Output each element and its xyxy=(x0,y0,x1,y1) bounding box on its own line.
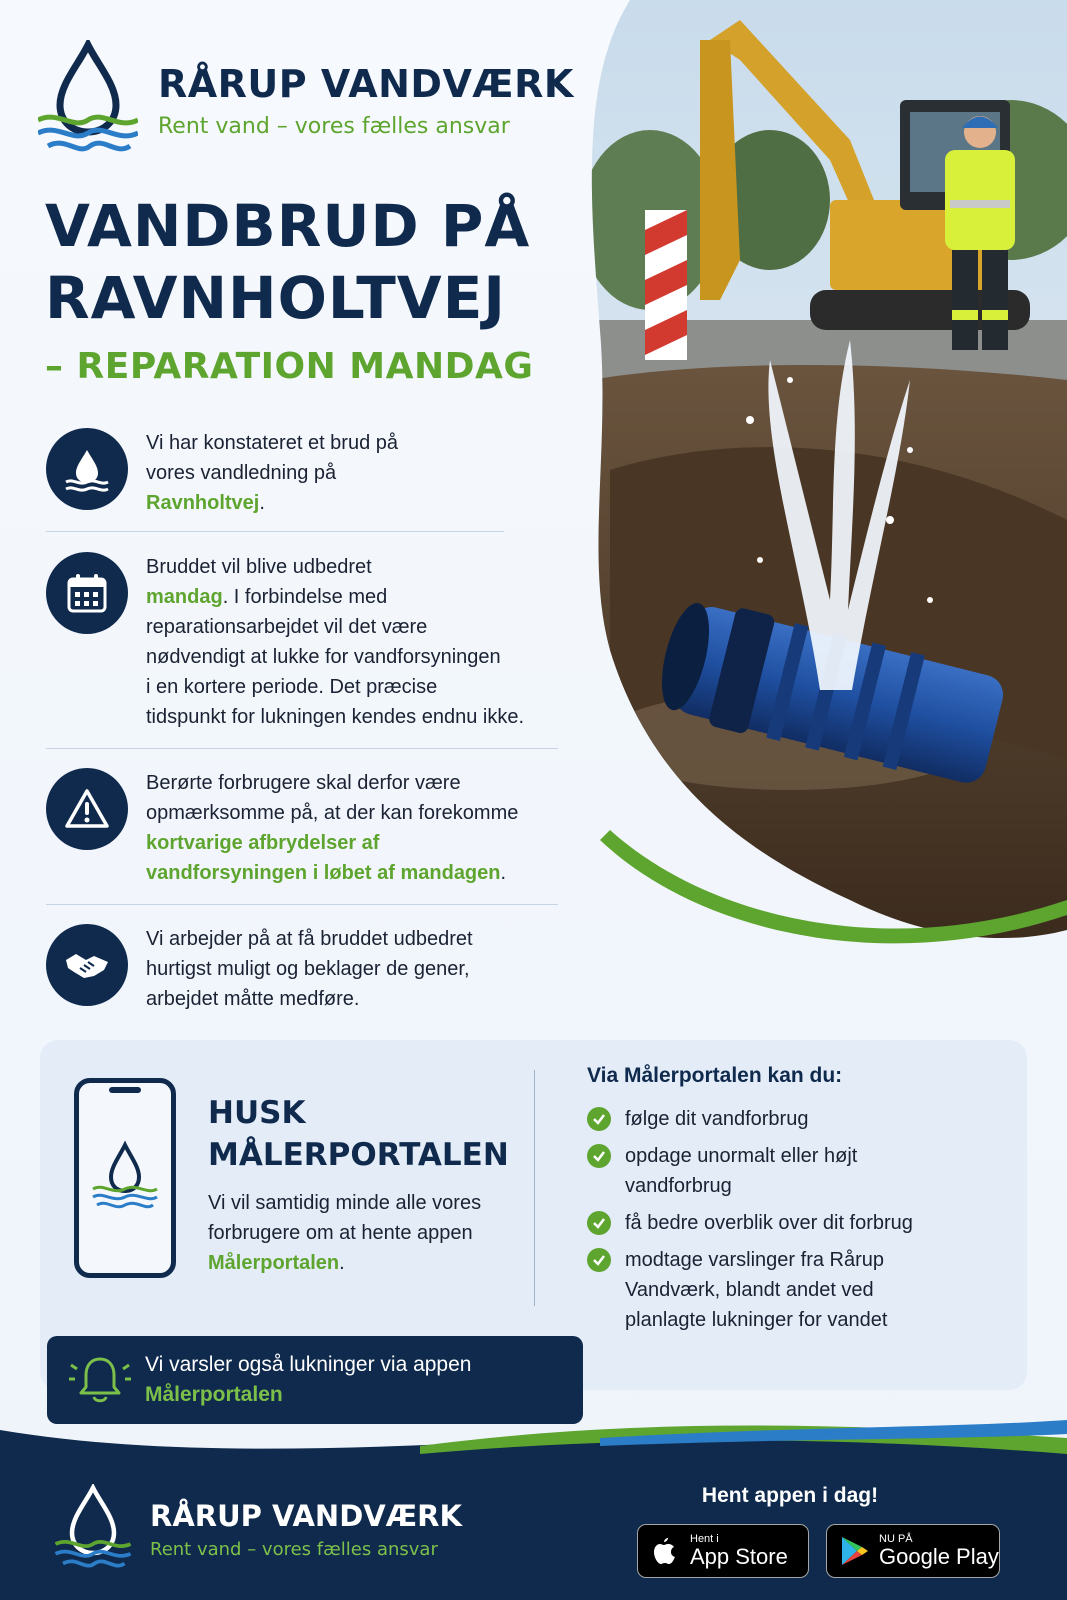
list-item xyxy=(587,1208,1007,1238)
feature-text: modtage varslinger fra Rårup xyxy=(625,1249,885,1271)
water-drop-logo-icon xyxy=(79,1083,171,1273)
alert-text: Vi varsler også lukninger via appen xyxy=(145,1353,472,1376)
portal-body xyxy=(208,1188,508,1278)
bell-icon xyxy=(69,1349,131,1411)
headline-line-1: VANDBRUD PÅ xyxy=(45,192,531,260)
footer-brand xyxy=(54,1484,462,1574)
divider xyxy=(46,531,504,532)
info-text-line: hurtigst muligt og beklager de gener, xyxy=(146,958,470,980)
headline xyxy=(45,190,585,387)
checkmark-icon xyxy=(587,1107,611,1131)
info-text-line: Bruddet vil blive udbedret xyxy=(146,556,372,578)
divider xyxy=(46,904,558,905)
portal-title xyxy=(208,1092,509,1176)
footer-brand-name: RÅRUP VANDVÆRK xyxy=(150,1498,462,1533)
brand-name: RÅRUP VANDVÆRK xyxy=(158,61,574,106)
info-text-line: nødvendigt at lukke for vandforsyningen xyxy=(146,646,501,668)
info-text-line: reparationsarbejdet vil det være xyxy=(146,616,428,638)
google-play-button[interactable] xyxy=(826,1524,1000,1578)
handshake-icon xyxy=(46,924,128,1006)
portal-app-name: Målerportalen xyxy=(208,1252,340,1274)
checkmark-icon xyxy=(587,1248,611,1272)
feature-text: følge dit vandforbrug xyxy=(625,1108,809,1130)
list-item xyxy=(587,1104,1007,1134)
headline-line-2: RAVNHOLTVEJ xyxy=(45,264,506,332)
portal-body-line: forbrugere om at hente appen xyxy=(208,1222,473,1244)
info-highlight-mandag: mandag xyxy=(146,586,223,608)
info-item-warning xyxy=(46,768,556,888)
app-store-label: App Store xyxy=(690,1544,788,1569)
feature-text: Vandværk, blandt andet ved xyxy=(625,1279,874,1301)
water-drop-icon xyxy=(46,428,128,510)
phone-icon xyxy=(74,1078,176,1278)
headline-subline: – REPARATION MANDAG xyxy=(45,346,534,387)
portal-body-line: Vi vil samtidig minde alle vores xyxy=(208,1192,482,1214)
water-drop-logo-icon xyxy=(38,40,138,160)
brand-tagline: Rent vand – vores fælles ansvar xyxy=(158,113,510,139)
calendar-icon xyxy=(46,552,128,634)
alert-banner xyxy=(47,1336,583,1424)
info-highlight-line: vandforsyningen i løbet af mandagen xyxy=(146,862,501,884)
info-text-line: tidspunkt for lukningen kendes endnu ikke. xyxy=(146,706,525,728)
alert-app-name: Målerportalen xyxy=(145,1383,283,1406)
app-store-small-label: Hent i xyxy=(690,1533,719,1545)
info-suffix: . xyxy=(500,862,507,884)
info-text-line: Berørte forbrugere skal derfor være xyxy=(146,772,461,794)
info-text-line: Vi har konstateret et brud på xyxy=(146,432,399,454)
water-drop-logo-icon xyxy=(54,1484,132,1574)
feature-list xyxy=(587,1104,1007,1342)
download-cta: Hent appen i dag! xyxy=(701,1484,879,1507)
info-text-line: Vi arbejder på at få bruddet udbedret xyxy=(146,928,473,950)
warning-icon xyxy=(46,768,128,850)
info-text-line: vores vandledning på xyxy=(146,462,337,484)
divider xyxy=(46,748,558,749)
info-highlight-ravnholtvej: Ravnholtvej xyxy=(146,492,260,514)
footer-brand-tagline: Rent vand – vores fælles ansvar xyxy=(150,1538,438,1560)
info-text-line: arbejdet måtte medføre. xyxy=(146,988,360,1010)
google-play-icon xyxy=(839,1535,869,1567)
portal-title-line-1: HUSK xyxy=(208,1095,306,1131)
google-play-label: Google Play xyxy=(879,1544,999,1569)
info-suffix: . xyxy=(259,492,265,514)
list-item xyxy=(587,1245,1007,1335)
feature-text: opdage unormalt eller højt xyxy=(625,1145,858,1167)
vertical-divider xyxy=(534,1070,535,1306)
apple-icon xyxy=(650,1535,680,1567)
feature-text: få bedre overblik over dit forbrug xyxy=(625,1212,913,1234)
portal-suffix: . xyxy=(339,1252,345,1274)
via-title: Via Målerportalen kan du: xyxy=(587,1064,843,1087)
app-store-button[interactable] xyxy=(637,1524,809,1578)
list-item xyxy=(587,1141,1007,1201)
info-item-apology xyxy=(46,924,556,1014)
info-text-line: . I forbindelse med xyxy=(222,586,388,608)
info-item-repair xyxy=(46,552,556,732)
info-item-break xyxy=(46,428,556,518)
info-text-line: i en kortere periode. Det præcise xyxy=(146,676,438,698)
feature-text: planlagte lukninger for vandet xyxy=(625,1309,888,1331)
checkmark-icon xyxy=(587,1211,611,1235)
checkmark-icon xyxy=(587,1144,611,1168)
google-play-small-label: NU PÅ xyxy=(879,1533,913,1545)
header-brand xyxy=(38,40,574,160)
info-highlight-line: kortvarige afbrydelser af xyxy=(146,832,380,854)
feature-text: vandforbrug xyxy=(625,1175,732,1197)
info-text-line: opmærksomme på, at der kan forekomme xyxy=(146,802,519,824)
portal-title-line-2: MÅLERPORTALEN xyxy=(208,1137,509,1173)
pipe-repair-photo xyxy=(590,0,1067,960)
